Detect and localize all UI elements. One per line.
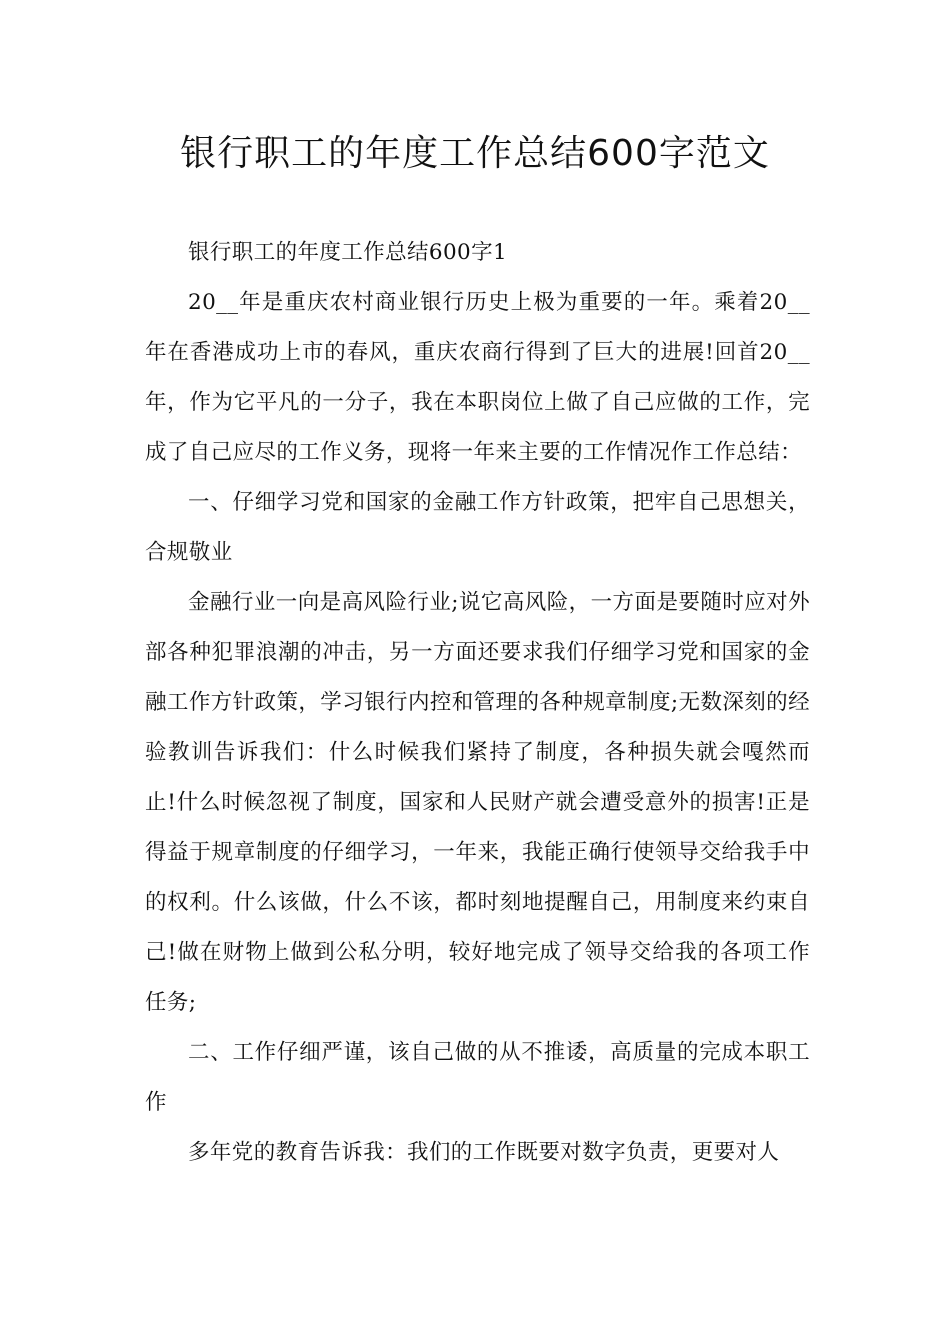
subheading-two: 二、工作仔细严谨，该自己做的从不推诿，高质量的完成本职工作	[145, 1040, 810, 1115]
paragraph-two: 多年党的教育告诉我：我们的工作既要对数字负责，更要对人	[188, 1140, 780, 1165]
subheading-one: 一、仔细学习党和国家的金融工作方针政策，把牢自己思想关，合规敬业	[145, 490, 810, 565]
document-title: 银行职工的年度工作总结600字范文	[180, 133, 770, 174]
section-heading: 银行职工的年度工作总结600字1	[188, 240, 508, 265]
paragraph-intro: 20__年是重庆农村商业银行历史上极为重要的一年。乘着20__年在香港成功上市的春风，重庆农商行得到了巨大的进展!回首20__年，作为它平凡的一分子，我在本职岗位上做了自己应做的工作，完成了自己应尽的工作义务，现将一年来主要的工作情况作工作总结：	[145, 290, 810, 465]
paragraph-one: 金融行业一向是高风险行业;说它高风险，一方面是要随时应对外部各种犯罪浪潮的冲击，另一方面还要求我们仔细学习党和国家的金融工作方针政策，学习银行内控和管理的各种规章制度;无数深刻的经验教训告诉我们：什么时候我们紧持了制度，各种损失就会嘎然而止!什么时候忽视了制度，国家和人民财产就会遭受意外的损害!正是得益于规章制度的仔细学习，一年来，我能正确行使领导交给我手中的权利。什么该做，什么不该，都时刻地提醒自己，用制度来约束自己!做在财物上做到公私分明，较好地完成了领导交给我的各项工作任务;	[145, 590, 810, 1015]
document-body	[145, 228, 810, 1178]
